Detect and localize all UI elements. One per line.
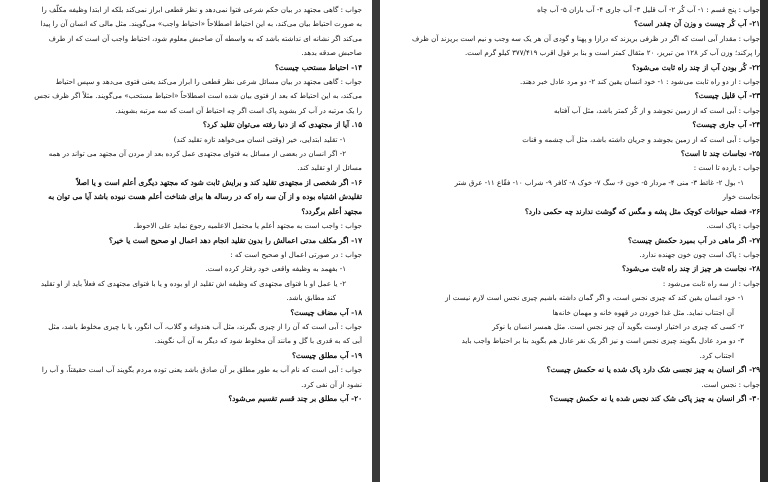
text-line: جواب : گاهی مجتهد در بیان مسائل شرعی نظر قطعی را ابراز می‌کند یعنی فتوی می‌دهد و سپس احتیاط [55, 77, 362, 87]
question-heading: ۲۳- آب قلیل چیست؟ [694, 91, 760, 101]
text-line: جواب : آبی است که آن را از چیزی بگیرند، مثل آب هندوانه و گلاب، آب انگور، یا با چیزی مخلوط باشد، مثل [48, 321, 362, 331]
text-line: ۲- اگر انسان در بعضی از مسائل به فتوای مجتهدی عمل کرده بعد از مردن آن مجتهد می تواند در همه [48, 149, 346, 159]
question-heading: ۳۰- اگر انسان به چیز پاکی شک کند نجس شده یا نه حکمش چیست؟ [549, 393, 760, 403]
text-line: ۲- کسی که چیزی در اختیار اوست بگوید آن چیز نجس است. مثل همسر انسان یا نوکر [492, 321, 744, 331]
question-heading: ۱۸- آب مضاف چیست؟ [290, 307, 362, 317]
question-heading: ۱۴- احتیاط مستحب چیست؟ [274, 62, 362, 72]
question-heading: ۲۷- اگر ماهی در آب بمیرد حکمش چیست؟ [628, 235, 760, 245]
question-heading: مجتهد أعلم برگردد؟ [301, 206, 362, 216]
text-line: جواب : گاهی مجتهد در بیان حکم شرعی فتوا نمی‌دهد و نظر قطعی ابراز نمی‌کند بلکه از ابتدا وظیفه مکلّف را [41, 5, 362, 14]
text-line: جواب : مقدار آبی است که اگر در ظرفی بریزند که درازا و پهنا و گودی آن هر یک سه وجب و نیم است بریزند آن ظرف [411, 33, 760, 43]
text-line: آن اجتناب نماید. مثل غذا خوردن در قهوه خانه و مهمان خانه‌ها [552, 307, 734, 317]
text-line: ۲- یا عمل او با فتوای مجتهدی که وظیفه اش تقلید از او بوده و یا با فتوای مجتهدی که فعلاً باید از او تقلید [40, 278, 346, 288]
text-line: ۳- دو مرد عادل بگویند چیزی نجس است و نیز اگر یک نفر عادل هم بگوید بنا بر احتیاط واجب باید [461, 336, 744, 346]
question-heading: ۱۷- اگر مکلف مدتی اعمالش را بدون تقلید انجام دهد اعمال او صحیح است یا خیر؟ [108, 235, 362, 245]
question-heading: ۲۲- کُر بودن آب از چند راه ثابت می‌شود؟ [632, 62, 760, 72]
text-line: آبی که به قدری با گل و مانند آن مخلوط شود که دیگر به آن آب نگویند. [154, 336, 362, 346]
text-line: جواب : نجس است. [701, 379, 760, 389]
text-line: ۱- بفهمد به وظیفه واقعی خود رفتار کرده است. [205, 264, 346, 274]
text-line: می‌کند، به این احتیاط که بعد از فتوی بیان شده است اصطلاحاً «احتیاط مستحب» می‌گویند. مثلاً اگر ظرف نجس [34, 91, 362, 101]
text-line: ۱- خود انسان یقین کند که چیزی نجس است، و اگر گمان داشته باشیم چیزی نجس است لازم نیست از [445, 293, 744, 303]
text-line: صاحبش صدقه بدهد. [301, 48, 362, 58]
text-line: جواب : آبی است که از زمین نجوشد و از کُر کمتر باشد، مثل آب آفتابه [553, 105, 760, 115]
left-page-text [6, 3, 362, 406]
text-line: جواب : واجب است به مجتهد أعلم یا محتمل الاعلمیه رجوع نماید علی الاحوط. [133, 221, 362, 231]
text-line: جواب : پاک است. [706, 221, 760, 231]
text-line: را پرکند؛ وزن آب کر ۱۲۸ من تبریز، ۲۰ مثقال کمتر است و بنا بر قول اقرب ۳۷۷/۴۱۹ کیلو گرم است. [465, 48, 760, 58]
text-line: نشود از آن نفی کرد. [301, 379, 362, 389]
text-line: جواب : پنج قسم : ۱- آب کُر ۲- آب قلیل ۳- آب جاری ۴- آب باران ۵- آب چاه [537, 5, 760, 14]
text-line: را یک مرتبه در آب کر بشوید پاک است اگر چه احتیاط آن است که سه مرتبه بشویند. [115, 105, 362, 115]
text-line: ۱- بول ۲- غائط ۳- منی ۴- مردار ۵- خون ۶- سگ ۷- خوک ۸- کافر ۹- شراب ۱۰- فقّاع ۱۱- عرق شتر [454, 177, 744, 187]
page-gutter [372, 0, 380, 482]
question-heading: ۲۱- آب کُر چیست و وزن آن چقدر است؟ [633, 19, 760, 29]
text-line: جواب : از دو راه ثابت می‌شود : ۱- خود انسان یقین کند ۲- دو مرد عادل خبر دهند. [520, 77, 760, 87]
question-heading: ۲۶- فضله حیوانات کوچک مثل پشه و مگس که گوشت ندارند چه حکمی دارد؟ [524, 206, 760, 216]
question-heading: ۱۹- آب مطلق چیست؟ [291, 350, 362, 360]
right-page-text [386, 3, 760, 406]
text-line: جواب : از سه راه ثابت می‌شود : [662, 278, 760, 288]
document-page-right [380, 0, 768, 482]
text-line: جواب : یازده تا است : [693, 163, 760, 173]
text-line: جواب : آبی است که از زمین بجوشد و جریان داشته باشد، مثل آب چشمه و قنات [522, 134, 760, 144]
text-line: جواب : در صورتی اعمال او صحیح است که : [230, 249, 362, 259]
question-heading: ۲۰- آب مطلق بر چند قسم تقسیم می‌شود؟ [228, 393, 362, 403]
question-heading: ۲۴- آب جاری چیست؟ [692, 120, 760, 130]
text-line: مسائل از او تقلید کند. [297, 163, 362, 173]
text-line: می‌کند اگر نشانه ای نداشته باشد که به واسطه آن صاحبش معلوم شود، احتیاط واجب آن است که از طرف [48, 33, 362, 43]
question-heading: ۱۶- اگر شخصی از مجتهدی تقلید کند و برایش ثابت شود که مجتهد دیگری أعلم است و یا اصلاً [76, 177, 362, 187]
text-line: جواب : آبی است که نام آب به طور مطلق بر آن صادق باشد یعنی توده مردم بگویند آب است حقیقتاً، و آب را [41, 365, 362, 375]
question-heading: ۱۵. آیا از مجتهدی که از دنیا رفته می‌توان تقلید کرد؟ [202, 120, 362, 130]
document-page-left [0, 0, 372, 482]
viewer-edge [760, 0, 768, 482]
question-heading: ۲۹- اگر انسان به چیز نجسی شک دارد پاک شده یا نه حکمش چیست؟ [546, 365, 760, 375]
text-line: کند مطابق باشد. [286, 293, 336, 303]
question-heading: ۲۸- نجاست هر چیز از چند راه ثابت می‌شود؟ [622, 264, 760, 274]
text-line: نجاست خوار [722, 192, 760, 202]
text-line: به صورت احتیاط بیان می‌کند، به این احتیاط اصطلاحاً «احتیاط واجب» می‌گویند. مثل مالی که انسان آن را پیدا [40, 19, 362, 29]
question-heading: ۲۵- نجاسات چند تا است؟ [680, 149, 760, 159]
text-line: جواب : پاک است چون خون جهنده ندارد. [639, 249, 760, 259]
text-line: ۱- تقلید ابتدایی، خیر (وقتی انسان می‌خواهد تازه تقلید کند) [173, 134, 346, 144]
question-heading: تقلیدش اشتباه بوده و از آن سه راه که در رساله ها برای شناخت أعلم هست نبوده باشد آیا می توان به [48, 192, 362, 202]
text-line: اجتناب کرد. [699, 350, 734, 360]
